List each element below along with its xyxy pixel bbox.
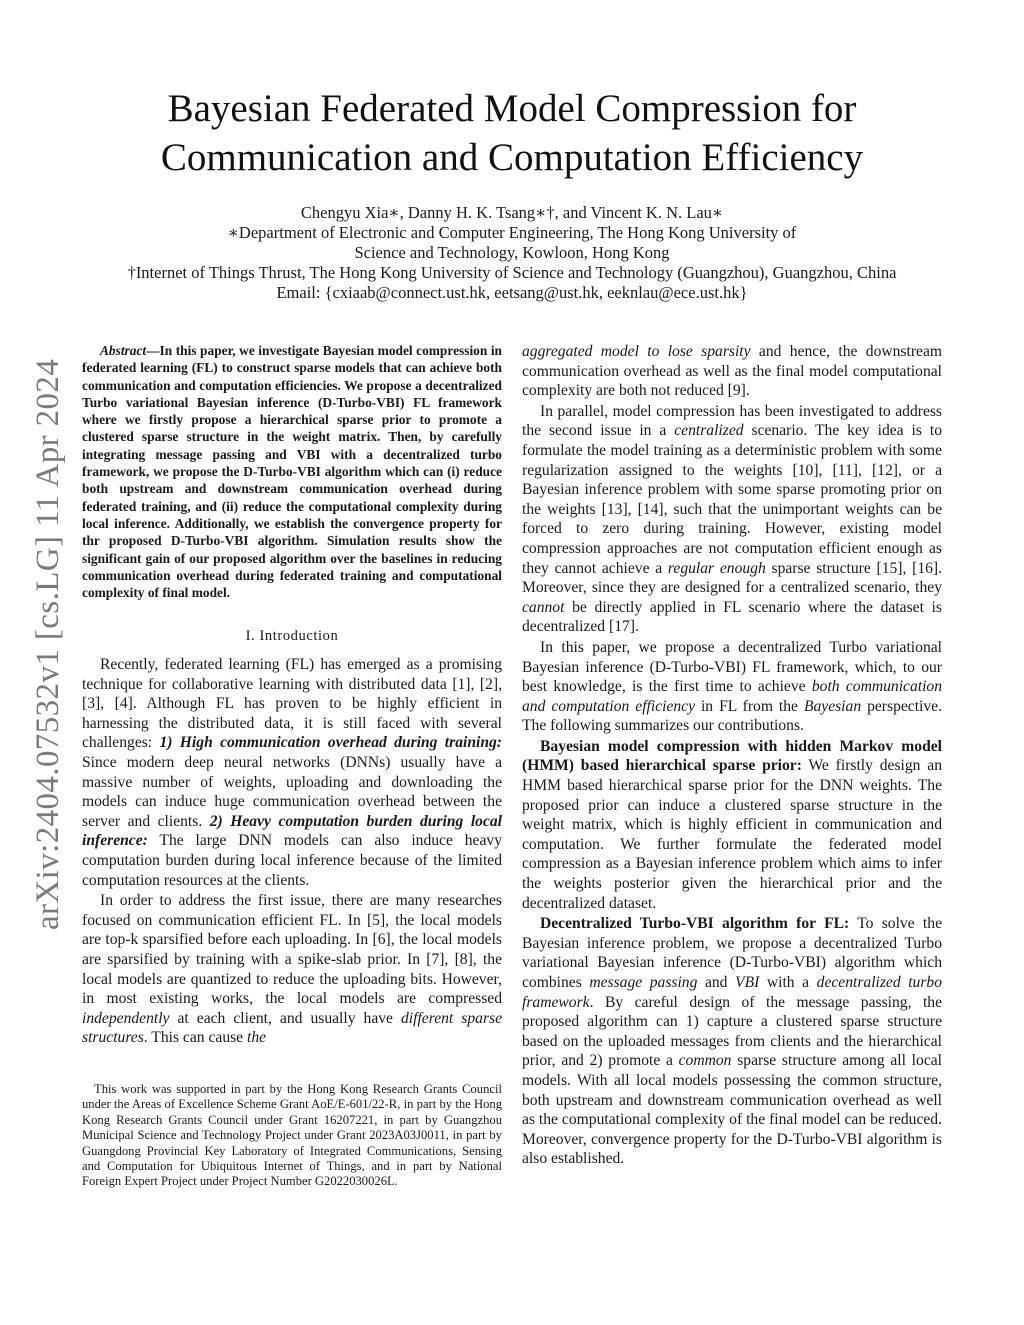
affiliation-1-line-2: Science and Technology, Kowloon, Hong Kong [354,243,670,262]
section-heading-introduction: I. Introduction [245,628,339,645]
contribution-bayesian-compression: Bayesian model compression with hidden Markov model (HMM) based hierarchical sparse prior: We firstly design an HMM based hierarchical sparse prior for the DNN weights. The proposed prior can induce a clustered sparse structure in the weight matrix, which is highly efficient in communication and computation. We further formulate the federated model compression as a Bayesian inference problem which aims to infer the weights posterior given the hierarchical prior and the decentralized dataset. [522,737,942,912]
author-emails: Email: {cxiaab@connect.ust.hk, eetsang@ust.hk, eeknlau@ece.ust.hk} [276,283,748,302]
abstract-text: —In this paper, we investigate Bayesian model compression in federated learning (FL) to construct sparse models that can achieve both communication and computation efficiencies. We propose a decentralized Turbo variational Bayesian inference (D-Turbo-VBI) FL framework where we firstly propose a hierarchical sparse prior to promote a clustered sparse structure in the weight matrix. Then, by carefully integrating message passing and VBI with a decentralized turbo framework, we propose the D-Turbo-VBI algorithm which can (i) reduce both upstream and downstream communication overhead during federated training, and (ii) reduce the computational complexity during local inference. Additionally, we establish the convergence property for thr proposed D-Turbo-VBI algorithm. Simulation results show the significant gain of our proposed algorithm over the baselines in reducing communication overhead during federated training and computational complexity of final model. [82,343,502,601]
intro-paragraph-2-continued: aggregated model to lose sparsity and hence, the downstream communication overhead as well as the final model computational complexity are both not reduced [9]. [522,343,942,400]
abstract-label: Abstract [100,343,147,358]
affiliation-1-line-1: ∗Department of Electronic and Computer Engineering, The Hong Kong University of [227,223,797,242]
abstract [82,342,502,601]
arxiv-identifier-text: arXiv:2404.07532v1 [cs.LG] 11 Apr 2024 [30,358,66,930]
paper-title: Bayesian Federated Model Compression for Communication and Computation Efficiency [160,87,864,179]
intro-paragraph-3: In parallel, model compression has been investigated to address the second issue in a centralized scenario. The key idea is to formulate the model training as a deterministic problem with some regularization assigned to the weights [10], [11], [12], or a Bayesian inference problem with some sparse promoting prior on the weights [13], [14], such that the unimportant weights can be forced to zero during training. However, existing model compression approaches are not computation efficient enough as they cannot achieve a regular enough sparse structure [15], [16]. Moreover, since they are designed for a centralized scenario, they cannot be directly applied in FL scenario where the dataset is decentralized [17]. [522,402,943,636]
contribution-d-turbo-vbi: Decentralized Turbo-VBI algorithm for FL: To solve the Bayesian inference problem, we propose a decentralized Turbo variational Bayesian inference (D-Turbo-VBI) algorithm which combines message passing and VBI with a decentralized turbo framework. By careful design of the message passing, the proposed algorithm can 1) capture a clustered sparse structure based on the uploaded messages from clients and the hierarchical prior, and 2) promote a common sparse structure among all local models. With all local models possessing the common structure, both upstream and downstream communication overhead as well as the computational complexity of the final model can be reduced. Moreover, convergence property for the D-Turbo-VBI algorithm is also established. [522,915,943,1168]
intro-paragraph-2: In order to address the first issue, there are many researches focused on communication efficient FL. In [5], the local models are top-k sparsified before each uploading. In [6], the local models are sparsified by training with a spike-slab prior. In [7], [8], the local models are quantized to reduce the uploading bits. However, in most existing works, the local models are compressed independently at each client, and usually have different sparse structures. This can cause the [82,892,503,1047]
intro-paragraph-4: In this paper, we propose a decentralized Turbo variational Bayesian inference (D-Turbo-VBI) FL framework, which, to our best knowledge, is the first time to achieve both communication and computation efficiency in FL from the Bayesian perspective. The following summarizes our contributions. [522,638,943,735]
arxiv-identifier-stamp [24,318,68,934]
intro-paragraph-1: Recently, federated learning (FL) has emerged as a promising technique for collaborative learning with distributed data [1], [2], [3], [4]. Although FL has proven to be highly efficient in harnessing the distributed data, it is still faced with several challenges: 1) High communication overhead during training: Since modern deep neural networks (DNNs) usually have a massive number of weights, uploading and downloading the models can induce huge communication overhead between the server and clients. 2) Heavy computation burden during local inference: The large DNN models can also induce heavy computation burden during local inference because of the limited computation resources at the clients. [82,656,502,889]
affiliation-2: †Internet of Things Thrust, The Hong Kong University of Science and Technology (Guangzhou), Guangzhou, China [127,263,897,282]
left-column [82,342,502,1048]
author-names: Chengyu Xia∗, Danny H. K. Tsang∗†, and Vincent K. N. Lau∗ [300,203,724,222]
right-column [522,342,942,1169]
funding-footnote: This work was supported in part by the Hong Kong Research Grants Council under the Areas of Excellence Scheme Grant AoE/E-601/22-R, in part by the Hong Kong Research Grants Council under Grant 16207221, in part by Guangzhou Municipal Science and Technology Project under Grant 2023A03J0011, in part by Guangdong Provincial Key Laboratory of Integrated Communications, Sensing and Computation for Ubiquitous Internet of Things, and in part by National Foreign Expert Project under Project Number G2022030026L. [82,1082,502,1189]
author-block [0,203,1024,303]
